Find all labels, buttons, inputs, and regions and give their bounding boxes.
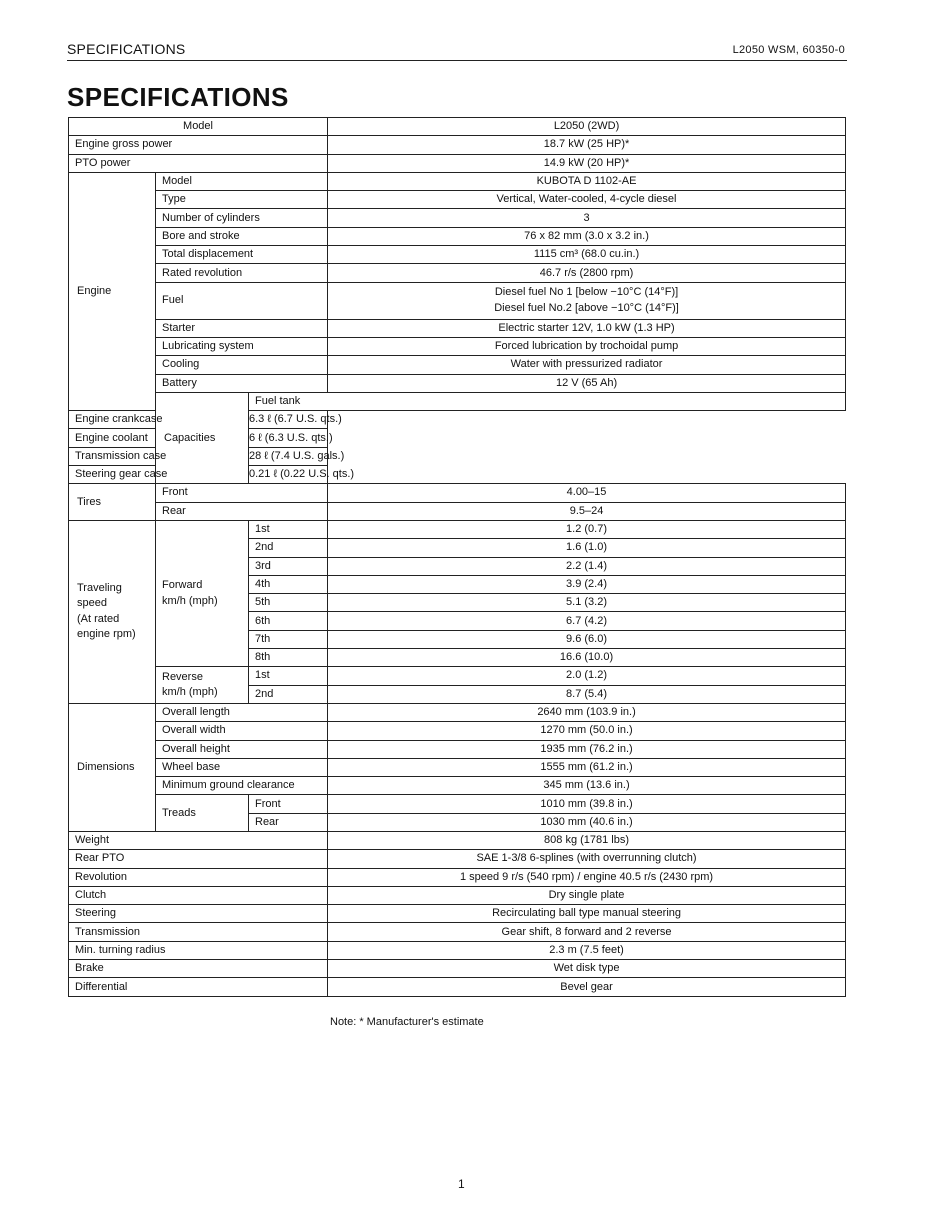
row-steering-gear-case [69, 466, 846, 484]
spec-label: Engine gross power [69, 136, 328, 154]
spec-label: Brake [69, 960, 328, 978]
row-bore-stroke [69, 227, 846, 245]
spec-label: Steering gear case [69, 466, 249, 484]
spec-value: Dry single plate [328, 886, 846, 904]
gear-label: 7th [249, 630, 328, 648]
row-wheel-base [69, 758, 846, 776]
tires-group-label: Tires [69, 484, 156, 521]
spec-label: PTO power [69, 154, 328, 172]
page-title: SPECIFICATIONS [67, 82, 289, 112]
spec-label: Min. turning radius [69, 941, 328, 959]
traveling-speed-label-line-1: Traveling [77, 581, 122, 594]
spec-label: Wheel base [156, 758, 328, 776]
spec-value: Recirculating ball type manual steering [328, 905, 846, 923]
row-cooling [69, 356, 846, 374]
fuel-value-line-2: Diesel fuel No.2 [above −10°C (14°F)] [494, 301, 679, 314]
spec-label: Rear [156, 502, 328, 520]
gear-label: 3rd [249, 557, 328, 575]
gear-label: 4th [249, 575, 328, 593]
row-turning-radius [69, 941, 846, 959]
spec-value: 1555 mm (61.2 in.) [328, 758, 846, 776]
spec-label: Fuel tank [249, 392, 846, 410]
spec-value: 2640 mm (103.9 in.) [328, 703, 846, 721]
spec-label: Differential [69, 978, 328, 996]
spec-label: Battery [156, 374, 328, 392]
gear-label: 5th [249, 594, 328, 612]
spec-label: Steering [69, 905, 328, 923]
page-number: 1 [458, 1177, 465, 1191]
spec-label: Weight [69, 831, 328, 849]
treads-label: Treads [156, 795, 249, 832]
spec-value: Forced lubrication by trochoidal pump [328, 337, 846, 355]
spec-label: Front [156, 484, 328, 502]
row-ground-clearance [69, 777, 846, 795]
spec-label: Model [156, 172, 328, 190]
gear-label: 2nd [249, 539, 328, 557]
spec-value: KUBOTA D 1102-AE [328, 172, 846, 190]
spec-label: Overall length [156, 703, 328, 721]
row-transmission-case [69, 447, 846, 465]
traveling-speed-label-line-2: speed [77, 597, 107, 610]
spec-value: Electric starter 12V, 1.0 kW (1.3 HP) [328, 319, 846, 337]
spec-value: 6.3 ℓ (6.7 U.S. qts.) [249, 411, 328, 429]
specifications-table [68, 117, 846, 997]
spec-value: 1935 mm (76.2 in.) [328, 740, 846, 758]
reverse-unit-text: km/h (mph) [162, 686, 218, 699]
row-rated-revolution [69, 264, 846, 282]
spec-label: Number of cylinders [156, 209, 328, 227]
row-transmission [69, 923, 846, 941]
dimensions-group-label: Dimensions [69, 703, 156, 831]
traveling-speed-group-label [69, 520, 156, 703]
spec-value: 1010 mm (39.8 in.) [328, 795, 846, 813]
gear-speed-value: 16.6 (10.0) [328, 649, 846, 667]
row-revolution [69, 868, 846, 886]
spec-value: 76 x 82 mm (3.0 x 3.2 in.) [328, 227, 846, 245]
gear-label: 8th [249, 649, 328, 667]
row-engine-type [69, 191, 846, 209]
reverse-label [156, 667, 249, 704]
spec-label: Type [156, 191, 328, 209]
gear-label: 1st [249, 520, 328, 538]
row-overall-height [69, 740, 846, 758]
row-starter [69, 319, 846, 337]
model-label: Model [69, 118, 328, 136]
spec-value: 2.3 m (7.5 feet) [328, 941, 846, 959]
spec-value: Bevel gear [328, 978, 846, 996]
row-clutch [69, 886, 846, 904]
gear-speed-value: 8.7 (5.4) [328, 685, 846, 703]
spec-label: Overall height [156, 740, 328, 758]
spec-value: Gear shift, 8 forward and 2 reverse [328, 923, 846, 941]
row-engine-gross-power [69, 136, 846, 154]
row-tread-front [69, 795, 846, 813]
running-title: SPECIFICATIONS [67, 41, 186, 57]
row-pto-power [69, 154, 846, 172]
spec-value: Wet disk type [328, 960, 846, 978]
traveling-speed-label-line-4: engine rpm) [77, 628, 136, 641]
running-header [67, 40, 847, 61]
row-tire-rear [69, 502, 846, 520]
model-value: L2050 (2WD) [328, 118, 846, 136]
row-weight [69, 831, 846, 849]
spec-label: Lubricating system [156, 337, 328, 355]
spec-value: 46.7 r/s (2800 rpm) [328, 264, 846, 282]
spec-label: Transmission [69, 923, 328, 941]
spec-value [328, 282, 846, 319]
spec-value: 4.00–15 [328, 484, 846, 502]
spec-label: Engine crankcase [69, 411, 249, 429]
row-steering [69, 905, 846, 923]
gear-speed-value: 2.2 (1.4) [328, 557, 846, 575]
spec-value: 18.7 kW (25 HP)* [328, 136, 846, 154]
gear-speed-value: 6.7 (4.2) [328, 612, 846, 630]
spec-value: 12 V (65 Ah) [328, 374, 846, 392]
row-rear-pto [69, 850, 846, 868]
capacities-group-label: Capacities [156, 392, 249, 483]
spec-value: 808 kg (1781 lbs) [328, 831, 846, 849]
gear-label: 2nd [249, 685, 328, 703]
row-battery [69, 374, 846, 392]
forward-label-text: Forward [162, 579, 203, 592]
gear-label: 6th [249, 612, 328, 630]
spec-label: Fuel [156, 282, 328, 319]
row-displacement [69, 246, 846, 264]
row-cylinders [69, 209, 846, 227]
spec-label: Transmission case [69, 447, 249, 465]
row-differential [69, 978, 846, 996]
spec-label: Clutch [69, 886, 328, 904]
spec-label: Revolution [69, 868, 328, 886]
row-overall-width [69, 722, 846, 740]
spec-label: Overall width [156, 722, 328, 740]
spec-value: 345 mm (13.6 in.) [328, 777, 846, 795]
spec-value: Vertical, Water-cooled, 4-cycle diesel [328, 191, 846, 209]
row-fuel-tank [69, 392, 846, 410]
spec-value: 9.5–24 [328, 502, 846, 520]
spec-label: Rear PTO [69, 850, 328, 868]
spec-value: 6 ℓ (6.3 U.S. qts.) [249, 429, 328, 447]
spec-label: Total displacement [156, 246, 328, 264]
gear-label: 1st [249, 667, 328, 685]
spec-value: 1115 cm³ (68.0 cu.in.) [328, 246, 846, 264]
gear-speed-value: 1.6 (1.0) [328, 539, 846, 557]
forward-unit-text: km/h (mph) [162, 594, 218, 607]
spec-value: 1 speed 9 r/s (540 rpm) / engine 40.5 r/s (2430 rpm) [328, 868, 846, 886]
spec-value: 28 ℓ (7.4 U.S. gals.) [249, 447, 328, 465]
row-brake [69, 960, 846, 978]
footnote: Note: * Manufacturer's estimate [330, 1016, 484, 1028]
gear-speed-value: 1.2 (0.7) [328, 520, 846, 538]
spec-value: 1030 mm (40.6 in.) [328, 813, 846, 831]
tread-label: Rear [249, 813, 328, 831]
spec-value: 1270 mm (50.0 in.) [328, 722, 846, 740]
engine-group-label: Engine [69, 172, 156, 410]
spec-label: Bore and stroke [156, 227, 328, 245]
forward-label [156, 520, 249, 666]
spec-label: Engine coolant [69, 429, 249, 447]
row-engine-crankcase [69, 411, 846, 429]
row-speed-forward-1st [69, 520, 846, 538]
fuel-value-line-1: Diesel fuel No 1 [below −10°C (14°F)] [494, 286, 679, 299]
gear-speed-value: 2.0 (1.2) [328, 667, 846, 685]
gear-speed-value: 5.1 (3.2) [328, 594, 846, 612]
row-engine-model [69, 172, 846, 190]
traveling-speed-label-line-3: (At rated [77, 612, 120, 625]
spec-value: SAE 1-3/8 6-splines (with overrunning clutch) [328, 850, 846, 868]
row-lubrication [69, 337, 846, 355]
row-fuel [69, 282, 846, 319]
row-model [69, 118, 846, 136]
reverse-label-text: Reverse [162, 670, 203, 683]
spec-value: 0.21 ℓ (0.22 U.S. qts.) [249, 466, 328, 484]
document-code: L2050 WSM, 60350-0 [732, 44, 845, 56]
spec-value: 3 [328, 209, 846, 227]
row-overall-length [69, 703, 846, 721]
spec-value: 14.9 kW (20 HP)* [328, 154, 846, 172]
row-speed-reverse-1st [69, 667, 846, 685]
spec-label: Cooling [156, 356, 328, 374]
row-tire-front [69, 484, 846, 502]
spec-label: Rated revolution [156, 264, 328, 282]
gear-speed-value: 3.9 (2.4) [328, 575, 846, 593]
gear-speed-value: 9.6 (6.0) [328, 630, 846, 648]
spec-value: Water with pressurized radiator [328, 356, 846, 374]
tread-label: Front [249, 795, 328, 813]
spec-label: Minimum ground clearance [156, 777, 328, 795]
spec-label: Starter [156, 319, 328, 337]
